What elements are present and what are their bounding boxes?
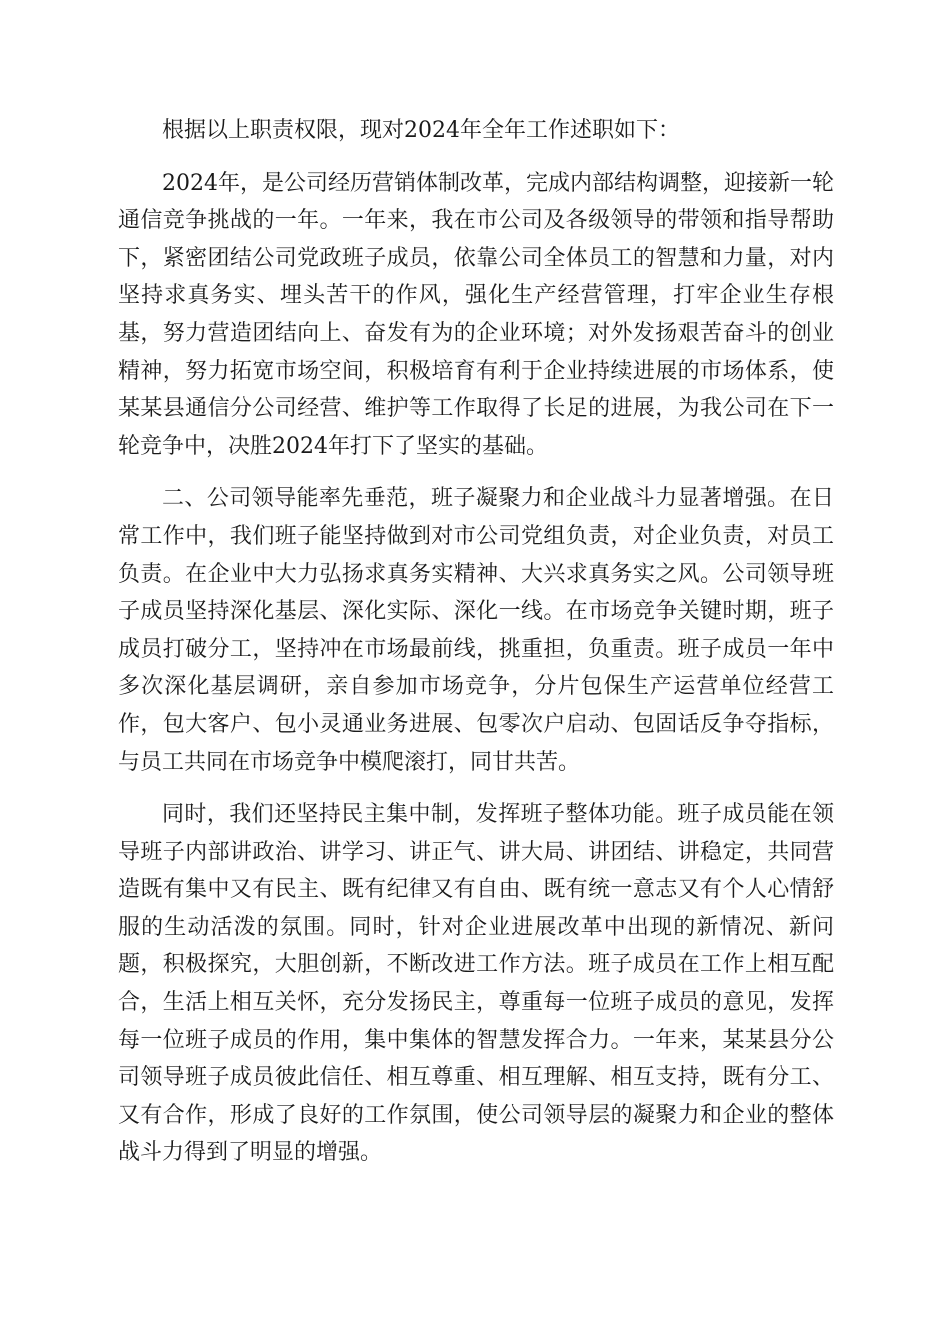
paragraph-intro: 根据以上职责权限，现对2024年全年工作述职如下： bbox=[162, 118, 680, 143]
paragraph-2024-summary: 2024年，是公司经历营销体制改革，完成内部结构调整，迎接新一轮通信竞争挑战的一年。一年来，我在市公司及各级领导的带领和指导帮助下，紧密团结公司党政班子成员，依靠公司全体员工的智慧和力量，对内坚持求真务实、埋头苦干的作风，强化生产经营管理，打牢企业生存根基，努力营造团结向上、奋发有为的企业环境；对外发扬艰苦奋斗的创业精神，努力拓宽市场空间，积极培育有利于企业持续进展的市场体系，使某某县通信分公司经营、维护等工作取得了长足的进展，为我公司在下一轮竞争中，决胜2024年打下了坚实的基础。 bbox=[118, 170, 834, 459]
paragraph-leadership: 二、公司领导能率先垂范，班子凝聚力和企业战斗力显著增强。在日常工作中，我们班子能坚持做到对市公司党组负责，对企业负责，对员工负责。在企业中大力弘扬求真务实精神、大兴求真务实之风。公司领导班子成员坚持深化基层、深化实际、深化一线。在市场竞争关键时期，班子成员打破分工，坚持冲在市场最前线，挑重担，负重责。班子成员一年中多次深化基层调研，亲自参加市场竞争，分片包保生产运营单位经营工作，包大客户、包小灵通业务进展、包零次户启动、包固话反争夺指标，与员工共同在市场竞争中模爬滚打，同甘共苦。 bbox=[118, 486, 834, 775]
paragraph-democratic-centralism: 同时，我们还坚持民主集中制，发挥班子整体功能。班子成员能在领导班子内部讲政治、讲学习、讲正气、讲大局、讲团结、讲稳定，共同营造既有集中又有民主、既有纪律又有自由、既有统一意志又有个人心情舒服的生动活泼的氛围。同时，针对企业进展改革中出现的新情况、新问题，积极探究，大胆创新，不断改进工作方法。班子成员在工作上相互配合，生活上相互关怀，充分发扬民主，尊重每一位班子成员的意见，发挥每一位班子成员的作用，集中集体的智慧发挥合力。一年来，某某县分公司领导班子成员彼此信任、相互尊重、相互理解、相互支持，既有分工、又有合作，形成了良好的工作氛围，使公司领导层的凝聚力和企业的整体战斗力得到了明显的增强。 bbox=[118, 802, 834, 1166]
document-body bbox=[118, 112, 834, 1187]
